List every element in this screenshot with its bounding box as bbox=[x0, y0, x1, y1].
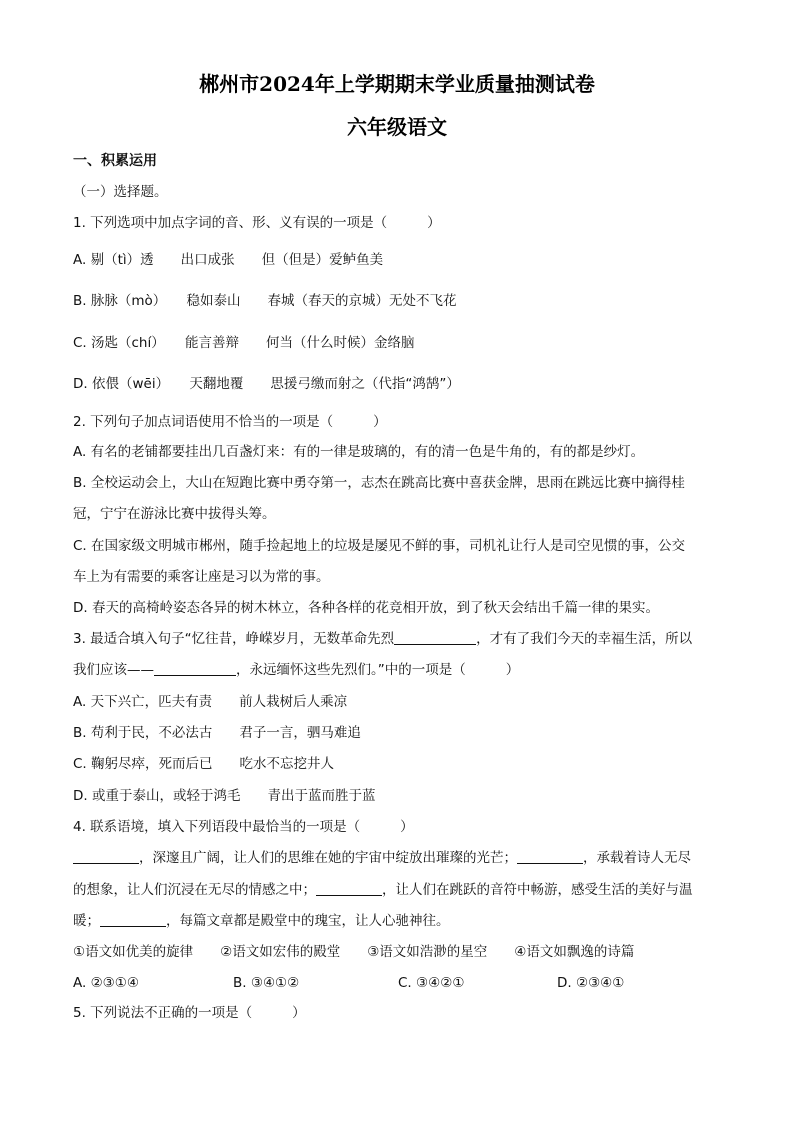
question-4-stem: 4. 联系语境，填入下列语段中最恰当的一项是（ ） bbox=[73, 819, 414, 835]
section-heading: 一、积累运用 bbox=[73, 153, 157, 169]
question-1-option-b: B. 脉脉（mò） 稳如泰山 春城（春天的京城）无处不飞花 bbox=[73, 293, 457, 309]
fill-blank bbox=[73, 849, 139, 864]
question-4-passage-line-3: 暖； ，每篇文章都是殿堂中的瑰宝，让人心驰神往。 bbox=[73, 913, 450, 929]
question-4-option-b: B. ③④①② bbox=[233, 975, 300, 991]
question-3-stem: 3. 最适合填入句子“忆往昔，峥嵘岁月，无数革命先烈 ，才有了我们今天的幸福生活，所以 bbox=[73, 631, 693, 647]
fill-blank bbox=[394, 630, 476, 645]
exam-title: 郴州市2024年上学期期末学业质量抽测试卷 bbox=[199, 72, 595, 96]
question-2-option-d: D. 春天的高椅岭姿态各异的树木林立，各种各样的花竞相开放，到了秋天会结出千篇一律的果实。 bbox=[73, 600, 659, 616]
question-4-option-a: A. ②③①④ bbox=[73, 975, 139, 991]
part-heading: （一）选择题。 bbox=[73, 184, 168, 200]
question-3-option-c: C. 鞠躬尽瘁，死而后已 吃水不忘挖井人 bbox=[73, 756, 335, 772]
question-3-option-b: B. 苟利于民，不必法古 君子一言，驷马难追 bbox=[73, 725, 361, 741]
question-4-option-d: D. ②③④① bbox=[557, 975, 625, 991]
question-1-option-c: C. 汤匙（chí） 能言善辩 何当（什么时候）金络脑 bbox=[73, 335, 415, 351]
question-1-option-a: A. 剔（tì）透 出口成张 但（但是）爱鲈鱼美 bbox=[73, 252, 384, 268]
question-4-option-c: C. ③④②① bbox=[398, 975, 465, 991]
question-1-option-d: D. 依偎（wēi） 天翻地覆 思援弓缴而射之（代指“鸿鹄”） bbox=[73, 376, 460, 392]
question-2-option-b-cont: 冠，宁宁在游泳比赛中拔得头筹。 bbox=[73, 506, 276, 522]
question-4-passage-line-1: ，深邃且广阔，让人们的思维在她的宇宙中绽放出璀璨的光芒； ，承载着诗人无尽 bbox=[73, 849, 691, 867]
fill-blank bbox=[316, 881, 382, 896]
question-3-option-d: D. 或重于泰山，或轻于鸿毛 青出于蓝而胜于蓝 bbox=[73, 788, 376, 804]
question-2-option-a: A. 有名的老铺都要挂出几百盏灯来：有的一律是玻璃的，有的清一色是牛角的，有的都是纱灯。 bbox=[73, 444, 645, 460]
question-1-stem: 1. 下列选项中加点字词的音、形、义有误的一项是（ ） bbox=[73, 215, 441, 231]
question-4-passage-line-2: 的想象，让人们沉浸在无尽的情感之中； ，让人们在跳跃的音符中畅游，感受生活的美好与温 bbox=[73, 882, 693, 898]
fill-blank bbox=[154, 661, 236, 676]
question-5-stem: 5. 下列说法不正确的一项是（ ） bbox=[73, 1005, 306, 1021]
question-2-stem: 2. 下列句子加点词语使用不恰当的一项是（ ） bbox=[73, 414, 387, 430]
exam-subtitle: 六年级语文 bbox=[347, 115, 447, 139]
question-2-option-b: B. 全校运动会上，大山在短跑比赛中勇夺第一，志杰在跳高比赛中喜获金牌，思雨在跳远比赛中摘得桂 bbox=[73, 475, 685, 491]
question-4-items: ①语文如优美的旋律 ②语文如宏伟的殿堂 ③语文如浩渺的星空 ④语文如飘逸的诗篇 bbox=[73, 944, 635, 960]
fill-blank bbox=[100, 912, 166, 927]
question-3-option-a: A. 天下兴亡，匹夫有责 前人栽树后人乘凉 bbox=[73, 694, 348, 710]
fill-blank bbox=[517, 849, 583, 864]
question-2-option-c: C. 在国家级文明城市郴州，随手捡起地上的垃圾是屡见不鲜的事，司机礼让行人是司空见惯的事，公交 bbox=[73, 538, 686, 554]
question-3-stem-cont: 我们应该—— ，永远缅怀这些先烈们。”中的一项是（ ） bbox=[73, 662, 520, 678]
question-2-option-c-cont: 车上为有需要的乘客让座是习以为常的事。 bbox=[73, 569, 330, 585]
